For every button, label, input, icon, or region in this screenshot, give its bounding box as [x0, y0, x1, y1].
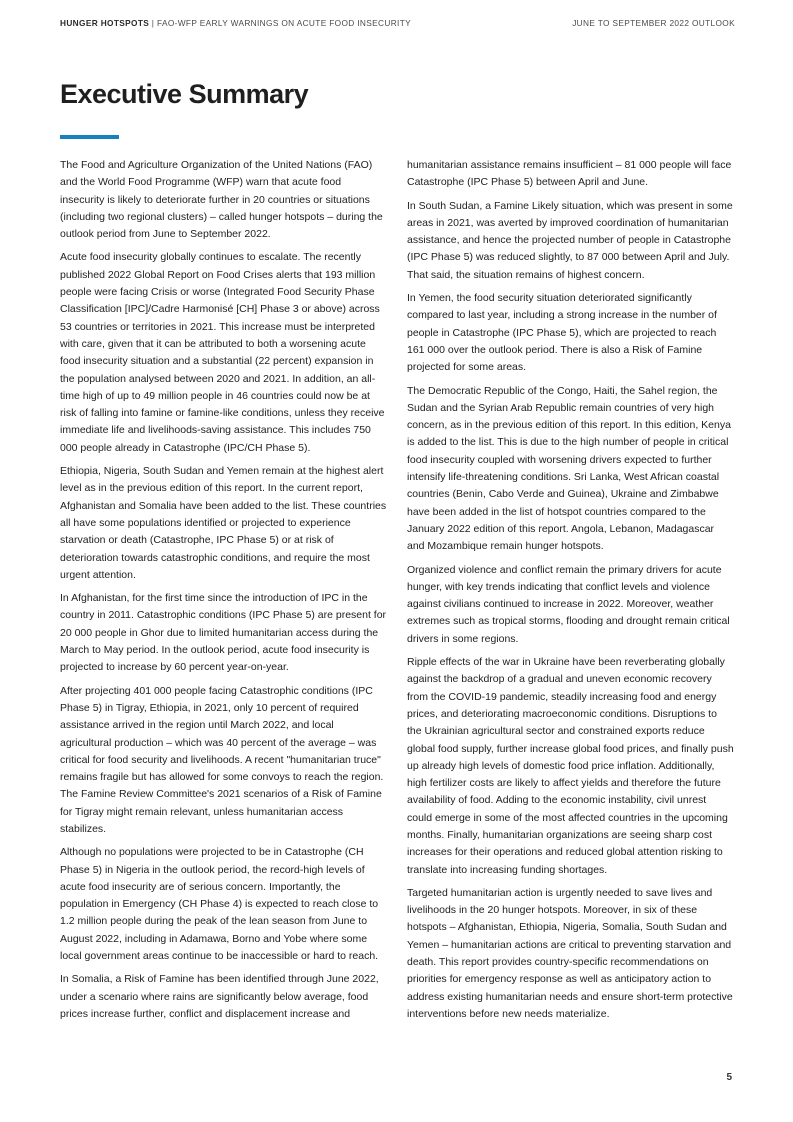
title-accent-bar — [60, 135, 119, 139]
running-header — [60, 18, 735, 30]
paragraph: Although no populations were projected to be in Catastrophe (CH Phase 5) in Nigeria in the outlook period, the record-high levels of acute food insecurity are of serious concern. Importantly, the population in Emergency (CH Phase 4) is expected to reach close to 1.2 million people during the peak of the lean season from June to August 2022, including in Adamawa, Borno and Yobe where some local government areas continue to be inaccessible or hard to reach. — [60, 846, 379, 963]
header-brand: HUNGER HOTSPOTS — [60, 18, 150, 28]
paragraph: Ethiopia, Nigeria, South Sudan and Yemen remain at the highest alert level as in the previous edition of this report. In the current report, Afghanistan and Somalia have been added to the list. These countries all have some populations identified or projected to experience starvation or death (Catastrophe, IPC Phase 5) or at risk of deterioration towards catastrophic conditions, and require the most urgent attention. — [60, 465, 387, 581]
paragraph: After projecting 401 000 people facing Catastrophic conditions (IPC Phase 5) in Tigray, Ethiopia, in 2021, only 10 percent of required assistance arrived in the region until March 2022, and local agricultural production – which was 40 percent of the average – was critical for food security and livelihoods. A recent "humanitarian truce" remains fragile but has allowed for some convoys to reach the region. The Famine Review Committee's 2021 scenarios of a Risk of Famine for Tigray might remain relevant, unless humanitarian access stabilizes. — [60, 684, 384, 835]
left-column — [60, 157, 387, 1029]
paragraph: Ripple effects of the war in Ukraine have been reverberating globally against the backdrop of a gradual and uneven economic recovery from the COVID-19 pandemic, steadily increasing food and energy prices, and deteriorating macroeconomic conditions. Disruptions to the Ukrainian agricultural sector and constrained exports reduce global food supply, further increase global food prices, and finally push up already high levels of domestic food price inflation. Additionally, high fertilizer costs are likely to affect yields and therefore the future availability of food. Adding to the economic instability, civil unrest could emerge in some of the most affected countries in the upcoming months. Finally, humanitarian organizations are seeing sharp cost increases for their operations and reduced global attention risking to translate into increasing funding shortages. — [407, 656, 734, 876]
paragraph: Targeted humanitarian action is urgently needed to save lives and livelihoods in the 20 hunger hotspots. Moreover, in six of these hotspots – Afghanistan, Ethiopia, Nigeria, Somalia, South Sudan and Yemen – humanitarian actions are critical to preventing starvation and death. This report provides country-specific recommendations on priorities for emergency response as well as anticipatory action to address existing humanitarian needs and ensure short-term protective interventions before new needs materialize. — [407, 886, 733, 1020]
paragraph: The Democratic Republic of the Congo, Haiti, the Sahel region, the Sudan and the Syrian Arab Republic remain countries of very high concern, as in the previous edition of this report. In this edition, Kenya is added to the list. This is due to the high number of people in critical food insecurity coupled with worsening drivers expected to further intensify life-threatening conditions. Sri Lanka, West African coastal countries (Benin, Cabo Verde and Guinea), Ukraine and Zimbabwe have been added in the list of hotspot countries compared to the January 2022 edition of this report. Angola, Lebanon, Madagascar and Mozambique remain hunger hotspots. — [407, 384, 731, 553]
header-outlook: JUNE TO SEPTEMBER 2022 OUTLOOK — [572, 18, 735, 28]
header-left — [60, 18, 411, 28]
paragraph: In Afghanistan, for the first time since the introduction of IPC in the country in 2011. Catastrophic conditions (IPC Phase 5) are present for 20 000 people in Ghor due to limited humanitarian access during the March to May period. In the outlook period, acute food insecurity is projected to increase by 60 percent year-on-year. — [60, 592, 387, 674]
paragraph: Acute food insecurity globally continues to escalate. The recently published 2022 Global Report on Food Crises alerts that 193 million people were facing Crisis or worse (Integrated Food Security Phase Classification [IPC]/Cadre Harmonisé [CH] Phase 3 or above) across 53 countries or territories in 2021. This increase must be interpreted with care, given that it can be attributed to both a worsening acute food insecurity situation and a substantial (22 percent) expansion in the population analysed between 2020 and 2021. In addition, an all-time high of up to 49 million people in 46 countries could now be at risk of falling into famine or famine-like conditions, unless they receive immediate life and livelihoods-saving assistance. This includes 750 000 people already in Catastrophe (IPC/CH Phase 5). — [60, 251, 385, 454]
paragraph: In South Sudan, a Famine Likely situation, which was present in some areas in 2021, was averted by improved coordination of humanitarian assistance, and hence the projected number of people in Catastrophe (IPC Phase 5) was reduced slightly, to 87 000 between April and July. That said, the situation remains of highest concern. — [407, 199, 733, 281]
page-title: Executive Summary — [60, 79, 309, 109]
paragraph: Organized violence and conflict remain the primary drivers for acute hunger, with key trends indicating that conflict levels and violence against civilians continued to increase in 2022. Moreover, weather extremes such as tropical storms, flooding and drought remain critical drivers in some regions. — [407, 563, 730, 645]
right-column — [407, 157, 734, 1029]
paragraph: humanitarian assistance remains insufficient – 81 000 people will face Catastrophe (IPC Phase 5) between April and June. — [407, 159, 732, 189]
page-number: 5 — [726, 1072, 732, 1083]
paragraph: In Somalia, a Risk of Famine has been identified through June 2022, under a scenario where rains are significantly below average, food prices increase further, conflict and displacement increase and — [60, 973, 379, 1020]
paragraph: In Yemen, the food security situation deteriorated significantly compared to last year, including a strong increase in the number of people in Catastrophe (IPC Phase 5), which are projected to reach 161 000 over the outlook period. There is also a Risk of Famine projected for some areas. — [407, 292, 717, 374]
header-separator: | — [149, 18, 157, 28]
paragraph: The Food and Agriculture Organization of the United Nations (FAO) and the World Food Programme (WFP) warn that acute food insecurity is likely to deteriorate further in 20 countries or situations (including two regional clusters) – called hunger hotspots – during the outlook period from June to September 2022. — [60, 159, 383, 241]
header-subtitle: FAO-WFP EARLY WARNINGS ON ACUTE FOOD INSECURITY — [156, 18, 411, 28]
